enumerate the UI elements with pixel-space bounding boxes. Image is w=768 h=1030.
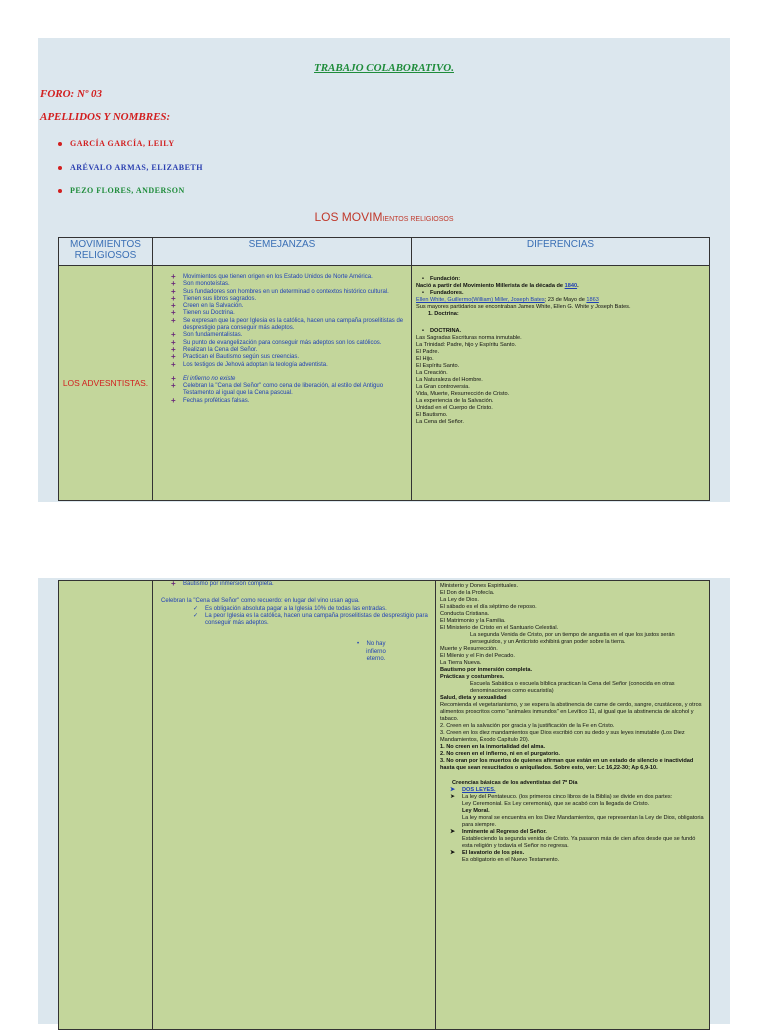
list-item: + Su punto de evangelización para conseguir más adeptos son los católicos. [171, 340, 405, 347]
list-item: + Fechas proféticas falsas. [171, 398, 405, 405]
creencias-heading: Creencias básicas de los adventistas del 7º Día [452, 780, 578, 786]
recomienda-text: Recomienda el vegetarianismo, y se espera la abstinencia de carne de cerdo, sangre, crustáceos, y otros alimentos proscritos como "animales inmundos" en Levítico 11, al igual que la abstinencia de alcohol y tabaco. [440, 702, 702, 722]
list-item: Vida, Muerte, Resurrección de Cristo. [416, 391, 510, 397]
salud-text: Salud, dieta y sexualidad [440, 695, 507, 701]
student-2: ARÉVALO ARMAS, ELIZABETH [58, 163, 203, 172]
list-item: + Los testigos de Jehová adoptan la teología adventista. [171, 362, 405, 369]
dos-leyes: ➤ DOS LEYES. [440, 787, 705, 794]
list-item: + Movimientos que tienen origen en los Estado Unidos de Norte América. [171, 274, 405, 281]
list-item: La Trinidad: Padre, hijo y Espíritu Santo. [416, 342, 517, 348]
numbered-item: 1. No creen en la inmortalidad del alma. [440, 744, 546, 750]
list-item: El Espíritu Santo. [416, 363, 460, 369]
comparison-table-continued [58, 580, 710, 1030]
escuela-text: Escuela Sabática o escuela bíblica practican la Cena del Señor (conocida en otras denominaciones como eucaristía) [470, 681, 675, 694]
list-item: El Ministerio de Cristo en el Santuario Celestial. [440, 625, 559, 631]
list-item: + Son monoteístas. [171, 281, 405, 288]
list-item: La Cena del Señor. [416, 419, 464, 425]
list-item: La Creación. [416, 370, 448, 376]
list-item: + Sus fundadores son hombres en un determinad o contextos histórico cultural. [171, 289, 405, 296]
diferencias-cell-2 [436, 581, 710, 1030]
diferencias-cell [412, 266, 710, 501]
list-item: Muerte y Resurrección. [440, 646, 498, 652]
list-item: Conducta Cristiana. [440, 611, 490, 617]
bullet-icon [58, 189, 62, 193]
bullet-icon [58, 166, 62, 170]
numbered-item: 3. Creen en los diez mandamientos que Dios escribió con su dedo y sus leyes inmutable (Los Diez Mandamientos, Éxodo Capítulo 20). [440, 730, 685, 743]
inminente-text: Estableciendo la segunda venida de Cristo. Ya pasaron más de cien años desde que se fundó esta religión y todavía el Señor no regresa. [462, 836, 696, 849]
student-1: GARCÍA GARCÍA, LEILY [58, 139, 175, 148]
list-item: + Tienen sus libros sagrados. [171, 296, 405, 303]
list-item: + Creen en la Salvación. [171, 303, 405, 310]
infierno-note: • No hay infierno eterno. [357, 641, 386, 663]
list-item: Unidad en el Cuerpo de Cristo. [416, 405, 493, 411]
numbered-item: 2. No creen en el infierno, ni en el purgatorio. [440, 751, 560, 757]
document-page-1 [38, 38, 730, 502]
doctrina-label: • DOCTRINA. [416, 328, 705, 335]
list-item: El Bautismo. [416, 412, 448, 418]
list-item: La Gran controversia. [416, 384, 470, 390]
list-item: El Matrimonio y la Familia. [440, 618, 506, 624]
foro-label: FORO: Nº 03 [40, 88, 102, 100]
cena-text: Celebran la "Cena del Señor" como recuerdo: en lugar del vino usan agua. [161, 598, 360, 605]
movement-cell-empty [59, 581, 153, 1030]
list-item: + El infierno no existe [171, 376, 405, 383]
list-item: + Practican el Bautismo según sus creencias. [171, 354, 405, 361]
document-title: TRABAJO COLABORATIVO. [314, 62, 454, 74]
list-item: Bautismo por inmersión completa. [440, 667, 533, 673]
header-movimientos: MOVIMIENTOS RELIGIOSOS [59, 238, 153, 266]
list-item: El Hijo. [416, 356, 434, 362]
check-item: ✓ Es obligación absoluta pagar a la Iglesia 10% de todas las entradas. [171, 606, 429, 613]
movement-cell: LOS ADVESNTISTAS. [59, 266, 153, 501]
list-item: Las Sagradas Escrituras norma inmutable. [416, 335, 522, 341]
venida-text: La segunda Venida de Cristo, por un tiempo de angustia en el que los justos serán perseguidos, y un Anticristo exhibirá gran poder sobre la tierra. [470, 632, 675, 645]
partidarios-text: Sus mayores partidarios se encontraban James White, Ellen G. White y Joseph Bates. [416, 304, 631, 310]
ley-moral: Ley Moral. [462, 808, 490, 814]
list-item: La Tierra Nueva. [440, 660, 482, 666]
list-item: La experiencia de la Salvación. [416, 398, 494, 404]
student-3: PEZO FLORES, ANDERSON [58, 186, 185, 195]
list-item: + Se expresan que la peor Iglesia es la católica, hacen una campaña proselitistas de desprestigio para conseguir más adeptos. [171, 318, 405, 333]
list-item: + Realizan la Cena del Señor. [171, 347, 405, 354]
check-item: ✓ La peor Iglesia es la católica, hacen una campaña proselitistas de desprestigio para conseguir más adeptos. [171, 613, 429, 628]
list-item: Ministerio y Dones Espirituales. [440, 583, 519, 589]
comparison-table [58, 237, 710, 501]
list-item: El Don de la Profecía. [440, 590, 495, 596]
list-item: El sábado es el día séptimo de reposo. [440, 604, 537, 610]
list-item: El Milenio y el Fin del Pecado. [440, 653, 515, 659]
apellidos-label: APELLIDOS Y NOMBRES: [40, 111, 171, 123]
fundacion-label: • Fundación: [416, 276, 705, 283]
fundadores-text: Ellen White, Guillermo(William) Miller, Joseph Bates; 23 de Mayo de 1863 [416, 297, 599, 303]
list-item: + Celebran la "Cena del Señor" como cena de liberación, al estilo del Antiguo Testamento al igual que la Cena pascual. [171, 383, 405, 398]
list-item: Prácticas y costumbres. [440, 674, 505, 680]
lavatorio-text: Es obligatorio en el Nuevo Testamento. [462, 857, 560, 863]
semejanzas-cell [153, 266, 412, 501]
semejanzas-cell-2 [153, 581, 436, 1030]
fundacion-text: Nació a partir del Movimiento Millerista de la década de 1840. [416, 283, 579, 289]
numbered-item: 3. No oran por los muertos de quienes afirman que están en un estado de silencio e inactividad hasta que sean resucitados o aniquilados. Sobre esto, ver: Lc 16,22-30; Ap 6,9-10. [440, 758, 694, 771]
list-item: + Bautismo por inmersión completa. [171, 581, 429, 588]
ley-ceremonial: Ley Ceremonial. Es Ley ceremonia), que se acabó con la llegada de Cristo. [462, 801, 650, 807]
ley-moral-text: La ley moral se encuentra en los Diez Mandamientos, que representan la Ley de Dios, obligatoria para siempre. [462, 815, 704, 828]
header-semejanzas: SEMEJANZAS [153, 238, 412, 266]
bullet-icon [58, 142, 62, 146]
document-page-2 [38, 578, 730, 1024]
list-item: + Tienen su Doctrina. [171, 310, 405, 317]
doctrina-num: 1. Doctrina: [428, 311, 459, 317]
fundadores-label: • Fundadores. [416, 290, 705, 297]
header-diferencias: DIFERENCIAS [412, 238, 710, 266]
list-item: + Son fundamentalistas. [171, 332, 405, 339]
section-heading: LOS MOVIMIENTOS RELIGIOSOS [314, 210, 454, 224]
lavatorio: ➤ El lavatorio de los pies. [440, 850, 705, 857]
list-item: El Padre. [416, 349, 440, 355]
numbered-item: 2. Creen en la salvación por gracia y la justificación de la Fe en Cristo. [440, 723, 615, 729]
ley-pentateuco: ➤ La ley del Pentateuco. (los primeros cinco libros de la Biblia) se divide en dos partes: [440, 794, 705, 801]
list-item: La Ley de Dios. [440, 597, 479, 603]
list-item: La Naturaleza del Hombre. [416, 377, 483, 383]
inminente: ➤ Inminente al Regreso del Señor. [440, 829, 705, 836]
